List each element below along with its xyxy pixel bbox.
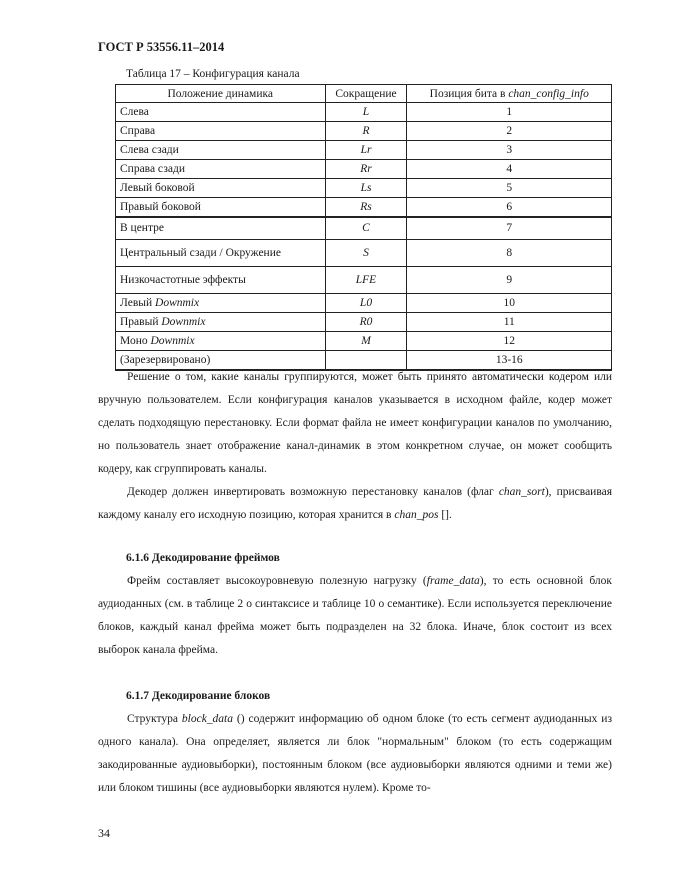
table-row (116, 122, 612, 141)
table-row (116, 313, 612, 332)
table-caption: Таблица 17 – Конфигурация канала (126, 68, 300, 80)
cell-position (116, 217, 326, 240)
cell-abbr: Rr (325, 160, 407, 179)
s617-c: () содержит информацию об одном блоке (то есть сегмент аудиоданных из одного канала). Она определяет, является ли блок "нормальным" блоком (то есть содержащим закодированные аудиовыборки), постоянным блоком (все аудиовыборки являются одними и теми же) или блоком тишины (все аудиовыборки являются нулем). Кроме то- (98, 713, 612, 794)
table-row (116, 141, 612, 160)
position-italic-text: Downmix (155, 297, 200, 309)
cell-abbr: L (325, 103, 407, 122)
cell-abbr: L0 (325, 294, 407, 313)
section-617-body (98, 708, 612, 800)
position-text: Слева (120, 106, 149, 118)
cell-bit: 10 (407, 294, 612, 313)
table-row (116, 332, 612, 351)
position-italic-text: Downmix (150, 335, 195, 347)
cell-bit: 9 (407, 267, 612, 294)
position-text: (Зарезервировано) (120, 353, 211, 366)
cell-bit: 5 (407, 179, 612, 198)
s616-a: Фрейм составляет высокоуровневую полезную нагрузку ( (127, 575, 427, 587)
position-text: Справа сзади (120, 163, 185, 175)
para2-c: ), присваивая каждому каналу его исходную позицию, которая хранится в (98, 486, 612, 521)
cell-bit: 4 (407, 160, 612, 179)
cell-position (116, 179, 326, 198)
cell-abbr: C (325, 217, 407, 240)
header-position: Положение динамика (116, 85, 326, 103)
header-bit-prefix: Позиция бита в (429, 87, 509, 100)
position-text: Слева сзади (120, 144, 179, 156)
paragraph-decoder (98, 481, 612, 527)
cell-bit: 2 (407, 122, 612, 141)
cell-abbr: LFE (325, 267, 407, 294)
section-616-heading: 6.1.6 Декодирование фреймов (126, 552, 280, 564)
position-text: Правый (120, 316, 162, 328)
cell-abbr: R (325, 122, 407, 141)
section-617-heading: 6.1.7 Декодирование блоков (126, 690, 271, 702)
para2-chan-sort: chan_sort (498, 486, 545, 498)
paragraph-grouping (98, 366, 612, 527)
paragraph-grouping-text: Решение о том, какие каналы группируются, может быть принято автоматически кодером или вручную пользователем. Если конфигурация каналов указывается в исходном файле, кодер может сделать подходящую перестановку. Если формат файла не имеет конфигурации каналов по умолчанию, но пользователь знает отображение канал-динамик в этом конкретном случае, он может сообщить кодеру, как сгруппировать каналы. (98, 371, 612, 475)
cell-position (116, 294, 326, 313)
cell-bit: 11 (407, 313, 612, 332)
position-text: Справа (120, 125, 156, 137)
cell-abbr: M (325, 332, 407, 351)
cell-abbr: Rs (325, 198, 407, 217)
header-abbr: Сокращение (325, 85, 407, 103)
channel-config-table (115, 84, 612, 371)
cell-position (116, 141, 326, 160)
para2-chan-pos: chan_pos (394, 509, 439, 521)
cell-position (116, 122, 326, 141)
header-bit-field: chan_config_info (508, 87, 589, 100)
section-616-body (98, 570, 612, 662)
cell-position (116, 240, 326, 267)
table-row (116, 160, 612, 179)
cell-abbr: Lr (325, 141, 407, 160)
cell-bit: 13-16 (407, 351, 612, 370)
para2-a: Декодер должен инвертировать возможную перестановку каналов (флаг (127, 486, 499, 498)
table-row (116, 294, 612, 313)
table-row (116, 179, 612, 198)
standard-header: ГОСТ Р 53556.11–2014 (98, 40, 225, 54)
table-row (116, 240, 612, 267)
table-row (116, 267, 612, 294)
cell-bit: 8 (407, 240, 612, 267)
section-617-text (98, 708, 612, 800)
table-row (116, 217, 612, 240)
cell-position (116, 267, 326, 294)
cell-bit: 6 (407, 198, 612, 217)
s617-a: Структура (127, 713, 182, 725)
cell-bit: 1 (407, 103, 612, 122)
cell-abbr: Ls (325, 179, 407, 198)
header-bit (407, 85, 612, 103)
cell-bit: 12 (407, 332, 612, 351)
cell-position (116, 103, 326, 122)
cell-position (116, 198, 326, 217)
page-number: 34 (98, 826, 110, 840)
cell-position (116, 313, 326, 332)
position-italic-text: Downmix (161, 316, 206, 328)
position-text: В центре (120, 222, 164, 235)
cell-position (116, 160, 326, 179)
cell-abbr: S (325, 240, 407, 267)
cell-position (116, 332, 326, 351)
position-text: Левый боковой (120, 182, 195, 194)
cell-abbr: R0 (325, 313, 407, 332)
position-text: Правый боковой (120, 200, 201, 213)
cell-bit: 3 (407, 141, 612, 160)
table-row (116, 103, 612, 122)
section-616-text (98, 570, 612, 662)
s617-block-data: block_data (181, 713, 233, 725)
position-text: Низкочастотные эффекты (120, 274, 246, 286)
position-text: Центральный сзади / Окружение (120, 247, 281, 259)
cell-bit: 7 (407, 217, 612, 240)
position-text: Моно (120, 335, 151, 347)
position-text: Левый (120, 297, 156, 309)
table-header-row (116, 85, 612, 103)
para2-e: []. (438, 509, 452, 521)
table-row (116, 198, 612, 217)
s616-frame-data: frame_data (426, 575, 480, 587)
s616-c: ), то есть основной блок аудиоданных (см. в таблице 2 о синтаксисе и таблице 10 о семантике). Если используется переключение блоков, каждый канал фрейма может быть подразделен на 32 блока. Иначе, блок состоит из всех выборок канала фрейма. (98, 575, 612, 656)
